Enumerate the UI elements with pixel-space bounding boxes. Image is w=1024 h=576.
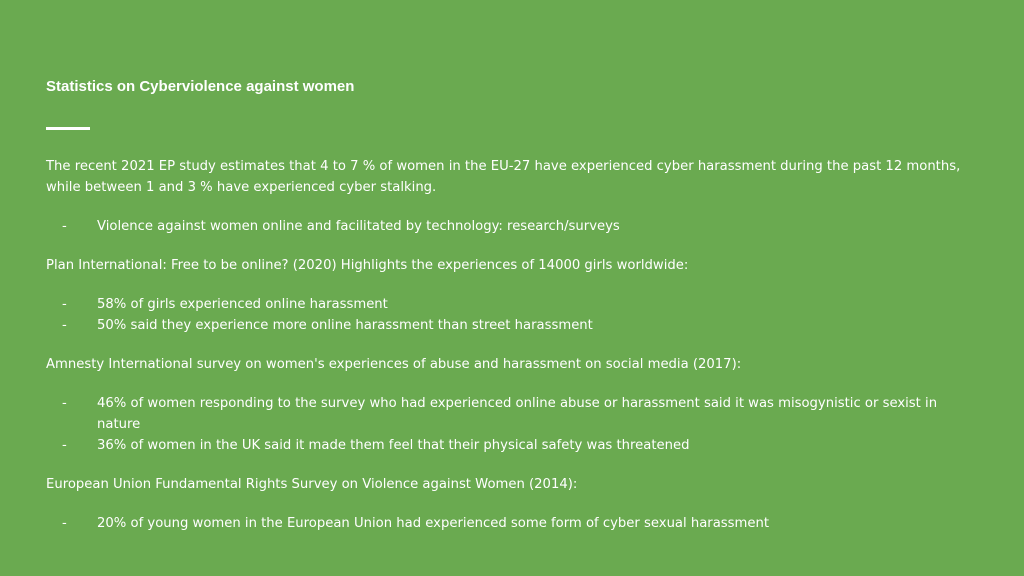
bullet-item xyxy=(46,216,976,237)
body-paragraph-1: The recent 2021 EP study estimates that 4 to 7 % of women in the EU-27 have experienced cyber harassment during the past 12 months, while between 1 and 3 % have experienced cyber stalking. xyxy=(46,159,961,195)
bullet-item xyxy=(46,513,976,534)
body-paragraph-2: Plan International: Free to be online? (2020) Highlights the experiences of 14000 girls worldwide: xyxy=(46,258,689,273)
bullet-list-1 xyxy=(46,216,976,237)
body-paragraph-4: European Union Fundamental Rights Survey on Violence against Women (2014): xyxy=(46,477,578,492)
dash-bullet-icon: - xyxy=(62,516,67,531)
bullet-list-3 xyxy=(46,393,976,456)
slide-title: Statistics on Cyberviolence against women xyxy=(46,78,355,95)
dash-bullet-icon: - xyxy=(62,219,67,234)
bullet-item xyxy=(46,315,976,336)
bullet-item xyxy=(46,294,976,315)
bullet-item xyxy=(46,435,976,456)
dash-bullet-icon: - xyxy=(62,438,67,453)
bullet-text: 50% said they experience more online harassment than street harassment xyxy=(97,318,593,333)
bullet-list-2 xyxy=(46,294,976,336)
title-accent-bar xyxy=(46,127,90,130)
bullet-text: 20% of young women in the European Union had experienced some form of cyber sexual harassment xyxy=(97,516,770,531)
dash-bullet-icon: - xyxy=(62,318,67,333)
slide-body xyxy=(46,156,976,552)
bullet-item xyxy=(46,393,976,435)
bullet-text: 58% of girls experienced online harassment xyxy=(97,297,388,312)
bullet-text: 46% of women responding to the survey who had experienced online abuse or harassment said it was misogynistic or sexist in nature xyxy=(97,396,938,432)
body-paragraph-3: Amnesty International survey on women's experiences of abuse and harassment on social media (2017): xyxy=(46,357,742,372)
bullet-list-4 xyxy=(46,513,976,534)
bullet-text: 36% of women in the UK said it made them feel that their physical safety was threatened xyxy=(97,438,690,453)
bullet-text: Violence against women online and facilitated by technology: research/surveys xyxy=(97,219,620,234)
dash-bullet-icon: - xyxy=(62,297,67,312)
dash-bullet-icon: - xyxy=(62,396,67,411)
